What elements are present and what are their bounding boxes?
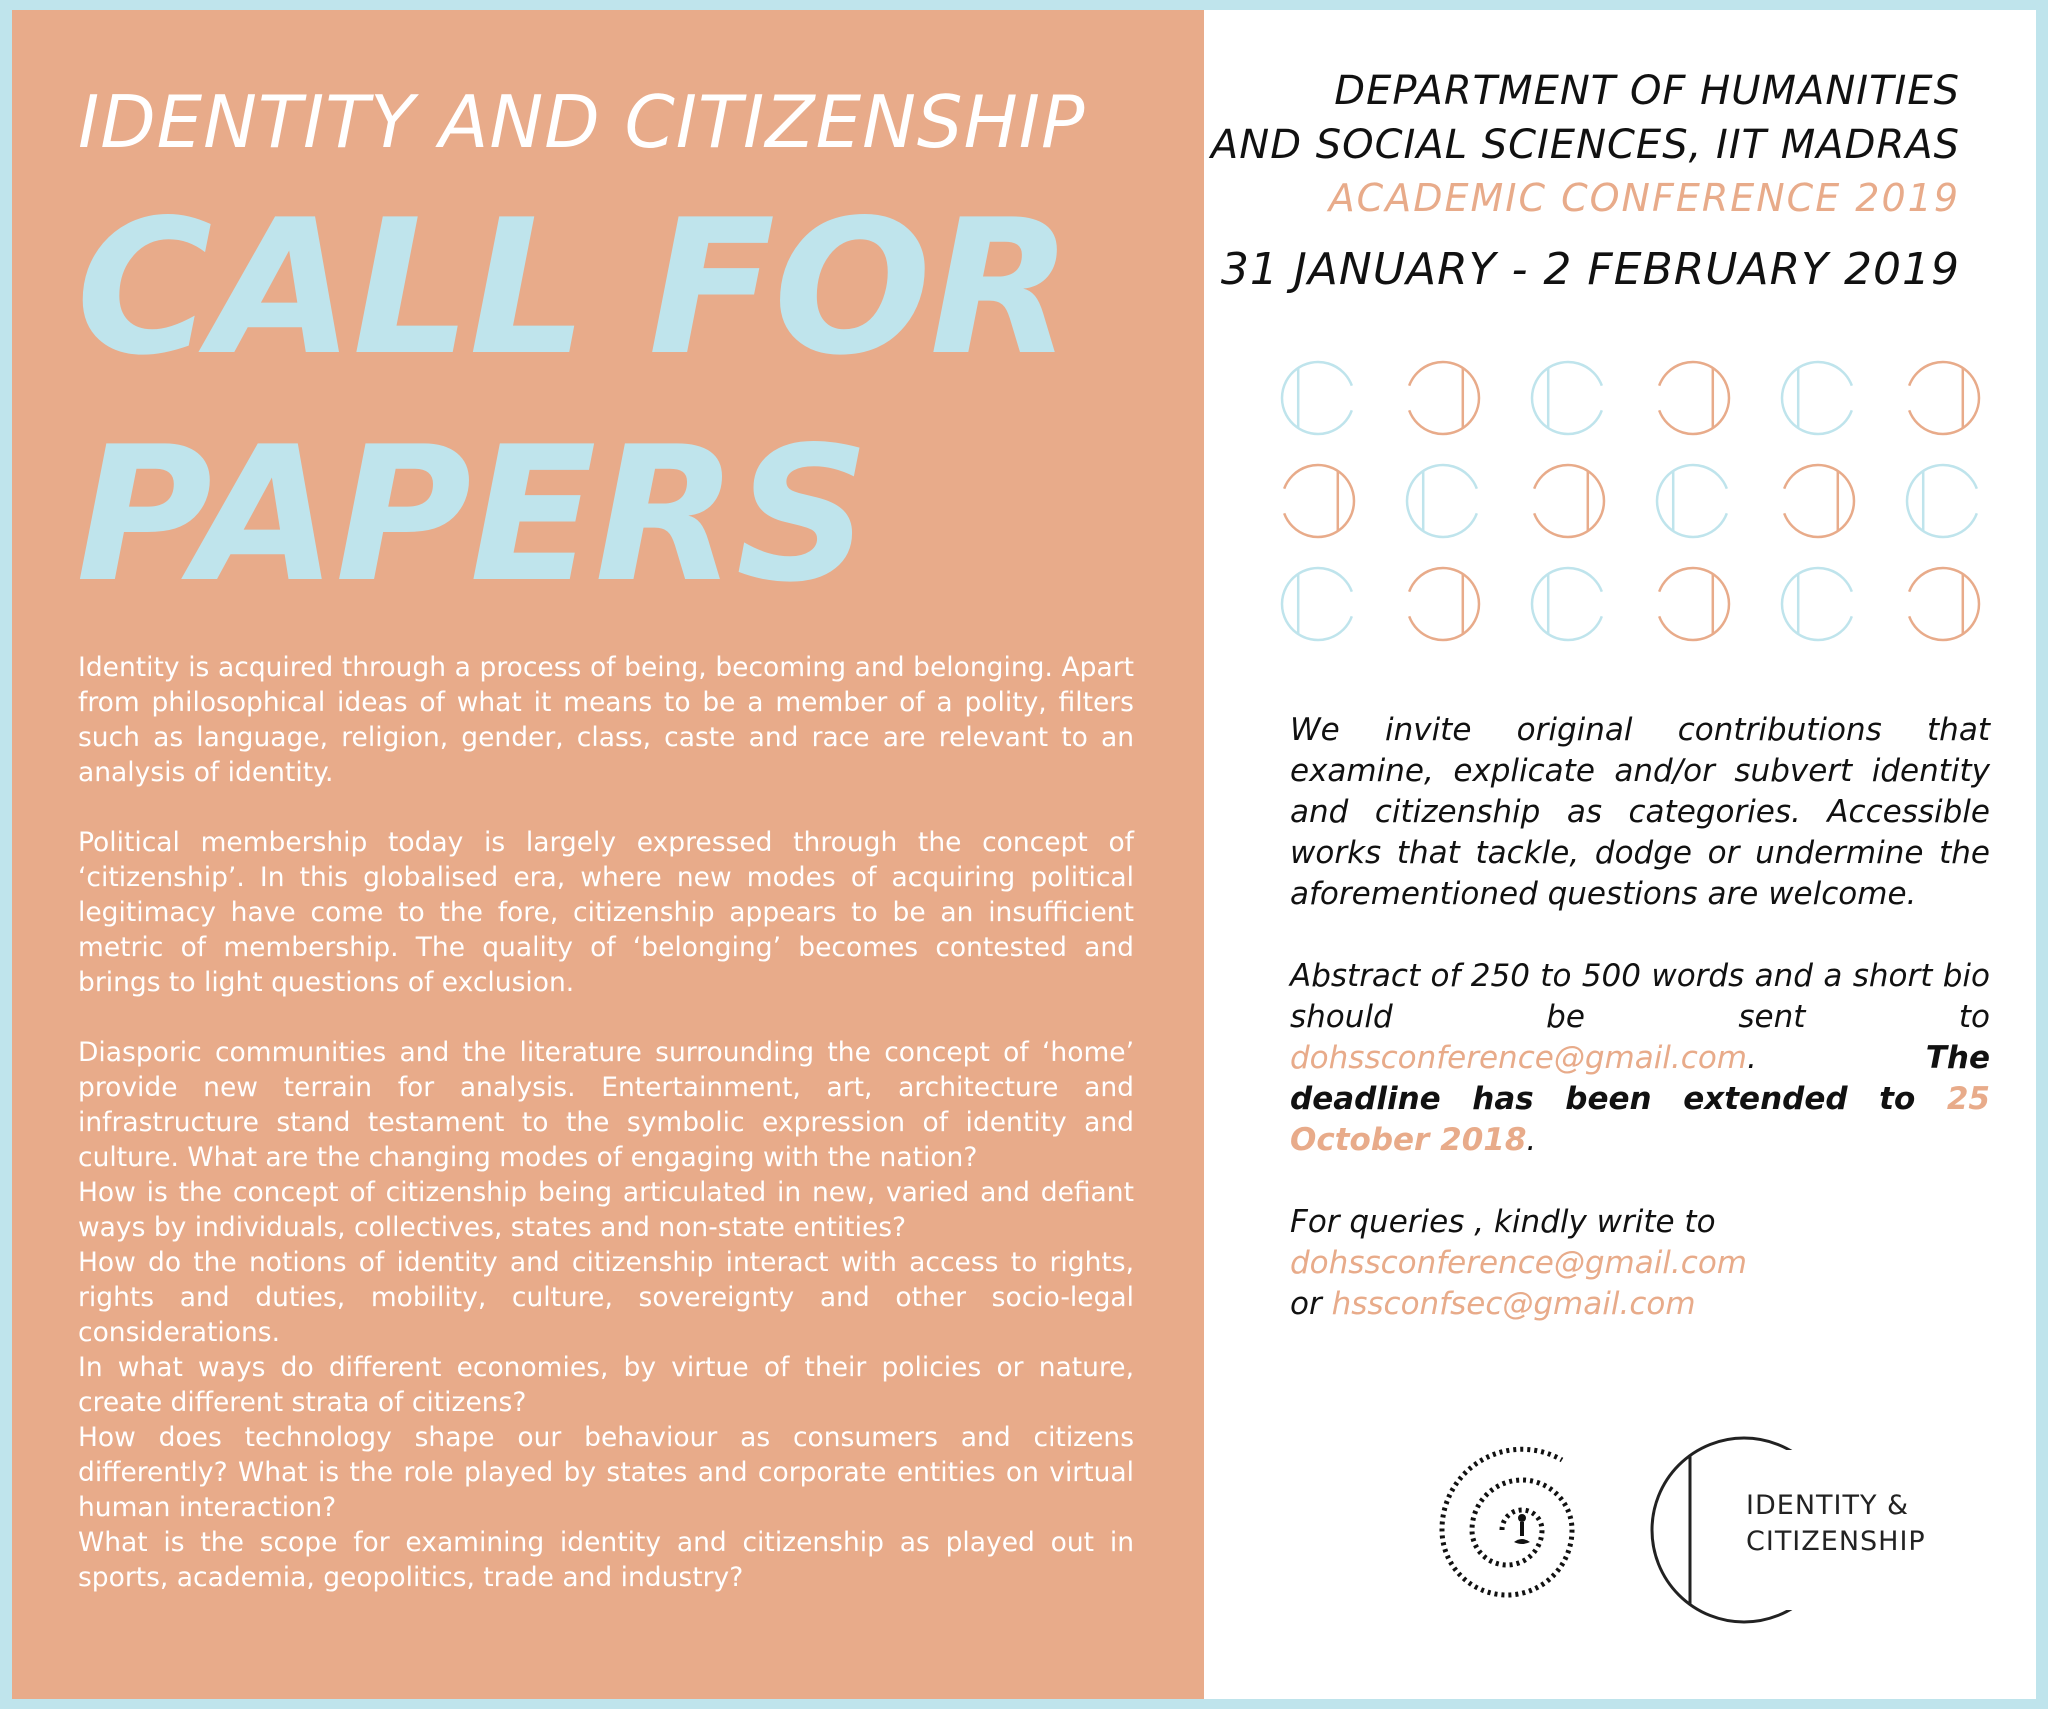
question-item: In what ways do different economies, by virtue of their policies or nature, create different strata of citizens? bbox=[78, 1352, 1134, 1418]
paragraph-identity: Identity is acquired through a process of being, becoming and belonging. Apart from philosophical ideas of what it means to be a member of a polity, filters such as language, religion, gender, class, caste and race are relevant to an analysis of identity. bbox=[78, 652, 1134, 788]
identity-citizenship-logo bbox=[1644, 1430, 1934, 1630]
c-circle-icon bbox=[1532, 362, 1602, 434]
headline-papers: PAPERS bbox=[76, 406, 868, 623]
alt-email-link[interactable]: hssconfsec@gmail.com bbox=[1331, 1286, 1696, 1322]
conference-dates: 31 JANUARY - 2 FEBRUARY 2019 bbox=[1220, 244, 1960, 295]
question-item: How do the notions of identity and citizenship interact with access to rights, rights and duties, mobility, culture, sovereignty and other socio-legal considerations. bbox=[78, 1247, 1134, 1348]
reversed-c-circle-icon bbox=[1659, 362, 1729, 434]
c-circle-icon bbox=[1282, 362, 1352, 434]
reversed-c-circle-icon bbox=[1784, 465, 1854, 537]
c-circle-icon bbox=[1782, 568, 1852, 640]
reversed-c-circle-icon bbox=[1659, 568, 1729, 640]
question-item: What is the scope for examining identity and citizenship as played out in sports, academia, geopolitics, trade and industry? bbox=[78, 1527, 1134, 1593]
reversed-c-circle-icon bbox=[1409, 362, 1479, 434]
circle-pattern-graphic bbox=[1278, 353, 2038, 653]
queries-email-line bbox=[1290, 1243, 1990, 1284]
paragraph-citizenship: Political membership today is largely expressed through the concept of ‘citizenship’. In this globalised era, where new modes of acquiring political legitimacy have come to the fore, citizenship appears to be an insufficient metric of membership. The quality of ‘belonging’ becomes contested and brings to light questions of exclusion. bbox=[78, 827, 1134, 998]
deadline-date: 25 October 2018 bbox=[1290, 1081, 1990, 1158]
description-body bbox=[78, 650, 1134, 1595]
submission-paragraph bbox=[1290, 956, 1990, 1161]
queries-alt-email-line bbox=[1290, 1284, 1990, 1325]
logo-line2: CITIZENSHIP bbox=[1746, 1526, 1926, 1557]
conference-title: ACADEMIC CONFERENCE 2019 bbox=[1328, 176, 1960, 220]
question-item: How is the concept of citizenship being articulated in new, varied and defiant ways by individuals, collectives, states and non-state entities? bbox=[78, 1177, 1134, 1243]
invitation-text bbox=[1290, 710, 1990, 1325]
separator-text: . bbox=[1746, 1040, 1926, 1076]
abstract-instructions: Abstract of 250 to 500 words and a short bio should be sent to bbox=[1290, 958, 1990, 1035]
spiral-emblem-icon bbox=[1422, 1430, 1622, 1630]
conference-subtitle: IDENTITY AND CITIZENSHIP bbox=[78, 80, 1086, 164]
iit-madras-logo bbox=[1422, 1430, 1622, 1630]
queries-email-link[interactable]: dohssconference@gmail.com bbox=[1290, 1245, 1747, 1281]
c-circle-icon bbox=[1657, 465, 1727, 537]
headline-call-for: CALL FOR bbox=[76, 179, 1071, 396]
department-name-line1: DEPARTMENT OF HUMANITIES bbox=[1334, 68, 1960, 114]
period-text: . bbox=[1526, 1122, 1537, 1158]
invite-paragraph: We invite original contributions that examine, explicate and/or subvert identity and citizenship as categories. Accessible works that tackle, dodge or undermine the aforementioned questions are welcome. bbox=[1290, 712, 1990, 912]
c-circle-icon bbox=[1282, 568, 1352, 640]
right-panel bbox=[1204, 10, 2036, 1699]
reversed-c-circle-icon bbox=[1909, 362, 1979, 434]
left-panel bbox=[12, 10, 1204, 1699]
logo-line1: IDENTITY & bbox=[1746, 1490, 1910, 1521]
department-header bbox=[1200, 64, 1960, 300]
decorative-circle-grid bbox=[1278, 353, 2038, 653]
queries-label: For queries , kindly write to bbox=[1290, 1204, 1716, 1240]
question-item: How does technology shape our behaviour as consumers and citizens differently? What is the role played by states and corporate entities on virtual human interaction? bbox=[78, 1422, 1134, 1523]
c-circle-icon bbox=[1907, 465, 1977, 537]
reversed-c-circle-icon bbox=[1409, 568, 1479, 640]
reversed-c-circle-icon bbox=[1534, 465, 1604, 537]
submission-email-link[interactable]: dohssconference@gmail.com bbox=[1290, 1040, 1747, 1076]
or-text: or bbox=[1290, 1286, 1332, 1322]
reversed-c-circle-icon bbox=[1284, 465, 1354, 537]
c-circle-icon bbox=[1407, 465, 1477, 537]
c-circle-icon bbox=[1532, 568, 1602, 640]
c-circle-icon bbox=[1782, 362, 1852, 434]
reversed-c-circle-icon bbox=[1909, 568, 1979, 640]
department-name-line2: AND SOCIAL SCIENCES, IIT MADRAS bbox=[1210, 122, 1960, 168]
logo-text bbox=[1746, 1488, 1926, 1560]
paragraph-diaspora: Diasporic communities and the literature surrounding the concept of ‘home’ provide new terrain for analysis. Entertainment, art, architecture and infrastructure stand testament to the symbolic expression of identity and culture. What are the changing modes of engaging with the nation? bbox=[78, 1037, 1134, 1173]
deadline-text: The deadline has been extended to bbox=[1290, 1040, 1990, 1117]
